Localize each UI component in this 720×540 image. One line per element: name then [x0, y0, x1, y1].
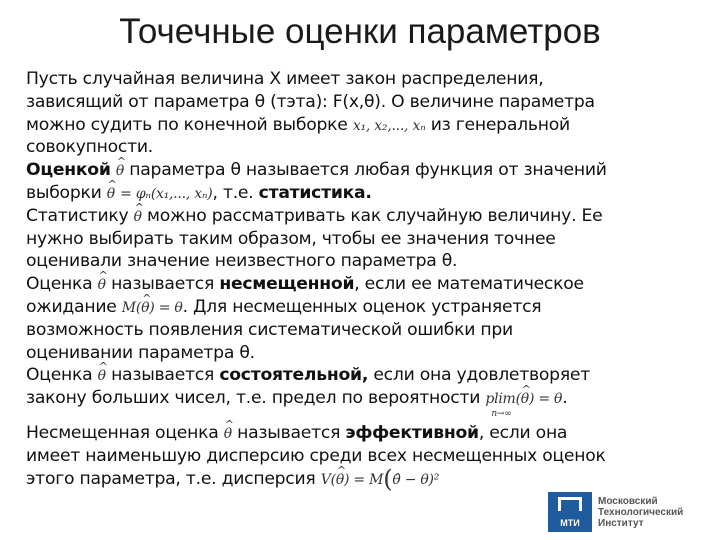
p4-line2-text: ожидание	[26, 296, 117, 317]
p3-line1-text: Статистику	[26, 205, 129, 226]
p4-line1-text: Оценка	[26, 274, 93, 295]
p4-line3: возможность появления систематической ошибки при	[26, 319, 513, 340]
p1-line3	[26, 114, 706, 137]
theta-hat-formula: ^ θ	[116, 160, 124, 183]
p2-line2-text: выборки	[26, 182, 102, 203]
slide-body	[26, 68, 706, 493]
p6-line1-mid: называется	[231, 422, 346, 443]
p4-line1	[26, 273, 706, 296]
plim-open: plim(	[485, 391, 521, 408]
expectation-open: M(	[121, 299, 142, 316]
logo-line1: Московский	[598, 495, 658, 507]
variance-tail: θ̂ − θ)²	[392, 471, 440, 488]
variance-open: V(	[320, 471, 336, 488]
variance-formula	[320, 464, 440, 493]
p3-line1-tail: можно рассматривать как случайную величину. Ее	[141, 205, 603, 226]
p4-line1-tail: , если ее математическое	[354, 274, 584, 295]
p6-line2: имеет наименьшую дисперсию среди всех несмещенных оценок	[26, 445, 606, 466]
phi-formula: = φₙ(x₁,..., xₙ)	[120, 185, 213, 202]
theta-hat-formula: ^ θ	[98, 365, 106, 388]
slide-title: Точечные оценки параметров	[119, 12, 601, 51]
logo-emblem	[548, 492, 592, 532]
term-consistent: состоятельной,	[219, 365, 369, 386]
logo-line2: Технологический	[598, 506, 684, 518]
term-statistic: статистика.	[258, 182, 372, 203]
p4-line1-mid: называется	[105, 274, 220, 295]
variance-paren: (	[383, 464, 393, 493]
p3-line2: нужно выбирать таким образом, чтобы ее значения точнее	[26, 228, 556, 249]
theta-hat-symbol: ^ θ	[141, 297, 149, 320]
p6-line1-tail: , если она	[478, 422, 568, 443]
p1-line2: зависящий от параметра θ (тэта): F(x,θ). О величине параметра	[26, 91, 595, 112]
plim-formula	[485, 388, 563, 420]
p4-line4: оценивании параметра θ.	[26, 342, 255, 363]
theta-hat-formula: ^ θ	[224, 423, 232, 446]
p6-line3	[26, 464, 706, 493]
p1-line3-text: можно судить по конечной выборке	[26, 114, 348, 135]
logo-arch-icon	[558, 497, 582, 511]
p5-line1-tail: если она удовлетворяет	[368, 365, 590, 386]
logo-line3: Институт	[598, 517, 644, 529]
p2-line1	[26, 159, 706, 182]
expectation-formula	[122, 297, 183, 320]
p1-line1: Пусть случайная величина X имеет закон распределения,	[26, 69, 544, 89]
plim-subscript: n→∞	[491, 409, 512, 420]
p4-line2	[26, 296, 706, 319]
plim-close: ) = θ	[528, 391, 563, 408]
p1-line3-tail: из генеральной	[425, 114, 570, 135]
p2-line1-tail: параметра θ называется любая функция от значений	[124, 160, 607, 181]
p5-line1	[26, 364, 706, 387]
sample-formula: x₁, x₂,..., xₙ	[352, 117, 426, 134]
p5-line2-tail: .	[562, 388, 568, 409]
term-efficient: эффективной	[345, 422, 479, 443]
institute-logo	[548, 488, 716, 536]
term-estimate: Оценкой	[26, 160, 111, 181]
p6-line1-text: Несмещенная оценка	[26, 422, 219, 443]
theta-hat-symbol: ^ θ	[521, 388, 529, 411]
p1-line4: совокупности.	[26, 137, 153, 158]
p5-line1-mid: называется	[105, 365, 220, 386]
p2-line2	[26, 182, 706, 205]
p4-line2-tail: . Для несмещенных оценок устраняется	[182, 296, 542, 317]
p6-line1	[26, 422, 706, 445]
variance-mid: ) = M	[344, 471, 384, 488]
theta-hat-formula: ^ θ	[98, 274, 106, 297]
p5-line1-text: Оценка	[26, 365, 93, 386]
p3-line1	[26, 205, 706, 228]
p3-line3: оценивали значение неизвестного параметра θ.	[26, 251, 458, 272]
expectation-close: ) = θ	[149, 299, 183, 316]
logo-wordmark	[598, 496, 683, 529]
p2-line2-mid: , т.е.	[212, 182, 259, 203]
p5-line2	[26, 387, 706, 420]
logo-mark-text: МТИ	[560, 518, 580, 528]
theta-hat-formula: ^ θ	[134, 206, 142, 229]
term-unbiased: несмещенной	[219, 274, 355, 295]
theta-hat-symbol: ^ θ	[336, 469, 344, 492]
p6-line3-text: этого параметра, т.е. дисперсия	[26, 468, 316, 489]
theta-hat-formula: ^ θ	[107, 183, 115, 206]
p5-line2-text: закону больших чисел, т.е. предел по вероятности	[26, 388, 481, 409]
